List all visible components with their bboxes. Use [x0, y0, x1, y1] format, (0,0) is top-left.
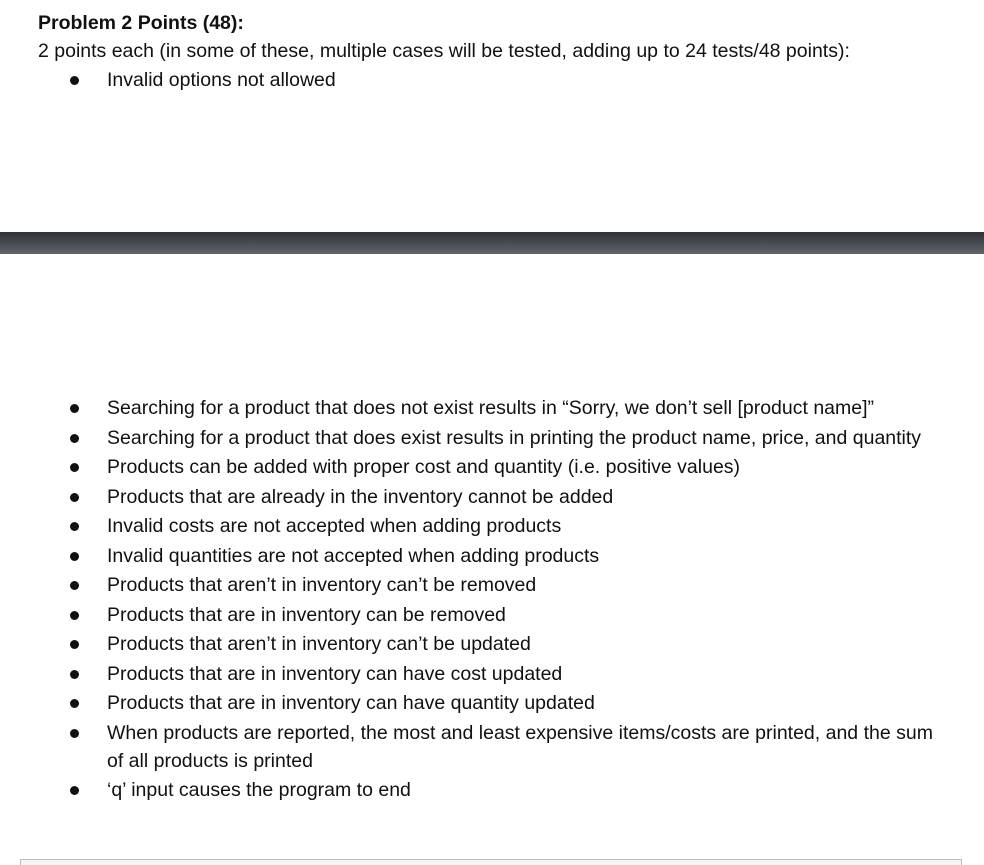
bullet-dot-icon	[70, 404, 79, 413]
page-divider	[0, 232, 984, 254]
bullet-dot-icon	[70, 640, 79, 649]
list-item	[0, 542, 984, 570]
document-page-top	[0, 0, 984, 232]
list-item	[0, 776, 984, 804]
list-item	[0, 660, 984, 688]
list-item-text: Invalid options not allowed	[107, 69, 336, 91]
bullet-dot-icon	[70, 76, 79, 85]
bullet-dot-icon	[70, 611, 79, 620]
list-item-text: Invalid quantities are not accepted when adding products	[107, 544, 600, 567]
list-item-text: When products are reported, the most and least expensive items/costs are printed, and the sum of all products is printed	[107, 721, 933, 772]
test-case-bullet-list	[0, 394, 984, 806]
list-item	[0, 601, 984, 629]
list-item-text: Products that are already in the inventory cannot be added	[107, 485, 614, 508]
list-item-text: ‘q’ input causes the program to end	[107, 779, 411, 801]
bullet-dot-icon	[70, 581, 79, 590]
list-item	[0, 453, 984, 481]
list-item	[0, 424, 984, 452]
bullet-dot-icon	[70, 670, 79, 679]
bullet-dot-icon	[70, 552, 79, 561]
list-item-text: Products that are in inventory can have quantity updated	[107, 692, 595, 714]
list-item	[0, 571, 984, 599]
list-item-text: Products that aren’t in inventory can’t be removed	[107, 574, 537, 596]
list-item-text: Invalid costs are not accepted when adding products	[107, 515, 562, 537]
next-page-edge	[20, 859, 962, 865]
bullet-dot-icon	[70, 786, 79, 795]
bullet-dot-icon	[70, 522, 79, 531]
list-item	[0, 630, 984, 658]
list-item	[0, 483, 984, 511]
list-item	[0, 689, 984, 717]
bullet-dot-icon	[70, 729, 79, 738]
list-item	[0, 394, 984, 422]
list-item-text: Products that are in inventory can be removed	[107, 603, 506, 626]
bullet-dot-icon	[70, 699, 79, 708]
problem-heading: Problem 2 Points (48):	[38, 12, 244, 34]
list-item-text: Searching for a product that does exist results in printing the product name, price, and quantity	[107, 426, 922, 449]
bullet-dot-icon	[70, 434, 79, 443]
list-item-text: Products that aren’t in inventory can’t be updated	[107, 633, 531, 655]
list-item	[0, 719, 984, 775]
bullet-dot-icon	[70, 493, 79, 502]
list-item-text: Searching for a product that does not exist results in “Sorry, we don’t sell [product name]”	[107, 397, 875, 419]
points-intro: 2 points each (in some of these, multiple cases will be tested, adding up to 24 tests/48 points):	[38, 40, 850, 62]
top-bullet-list	[0, 66, 984, 96]
bullet-dot-icon	[70, 463, 79, 472]
list-item-text: Products can be added with proper cost and quantity (i.e. positive values)	[107, 456, 741, 478]
list-item	[0, 512, 984, 540]
list-item	[0, 66, 984, 94]
list-item-text: Products that are in inventory can have cost updated	[107, 662, 563, 685]
